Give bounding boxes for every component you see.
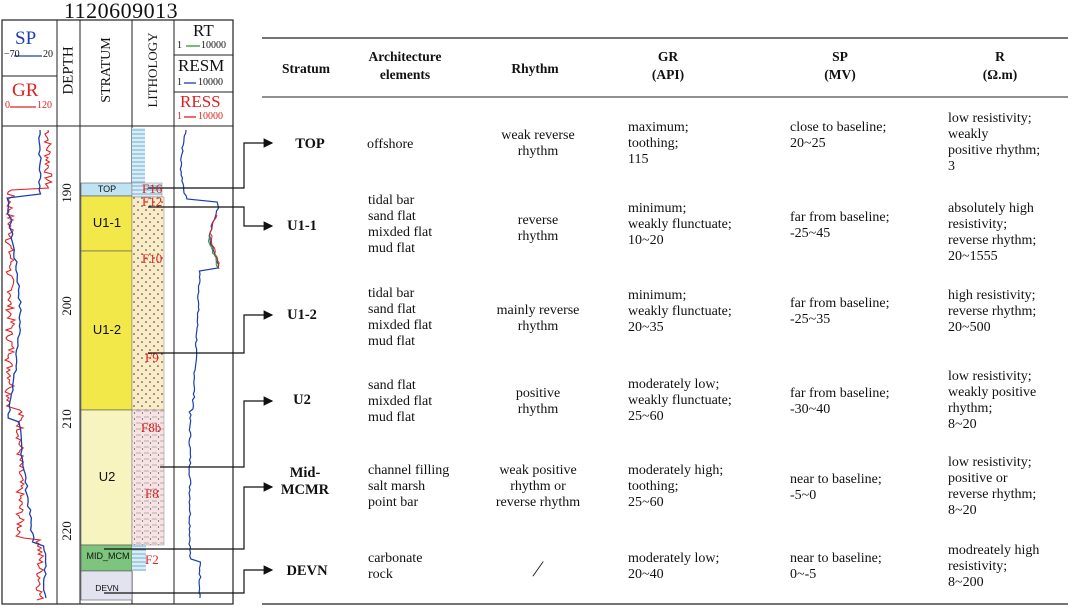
zone-label-u2: U2: [98, 469, 116, 484]
depth-tick-190: 190: [58, 183, 74, 203]
row-stratum-u1-2: U1-2: [287, 307, 317, 323]
row-rhythm: reverse rhythm: [517, 213, 559, 244]
resm-curve: [180, 130, 218, 598]
zone-label-devn: DEVN: [95, 583, 119, 593]
row-gr: minimum; weakly flunctuate; 20~35: [628, 288, 732, 335]
row-stratum-u2: U2: [293, 392, 311, 408]
fault-f8b: F8b: [141, 420, 162, 435]
depth-header: DEPTH: [60, 46, 77, 95]
row-gr: moderately high; toothing; 25~60: [628, 463, 724, 510]
row-r: low resistivity; positive or reverse rhythm; 8~20: [948, 455, 1037, 518]
row-architecture: offshore: [367, 137, 414, 152]
row-sp: close to baseline; 20~25: [790, 120, 887, 151]
row-architecture: tidal bar sand flat mixded flat mud flat: [368, 286, 433, 349]
fault-f10: F10: [142, 251, 163, 266]
row-gr: moderately low; weakly flunctuate; 25~60: [628, 377, 732, 424]
row-architecture: channel filling salt marsh point bar: [368, 463, 450, 510]
ress-min: 1: [177, 111, 182, 122]
row-sp: far from baseline; -25~35: [790, 296, 890, 327]
connector-u2: [160, 401, 272, 467]
row-stratum-devn: DEVN: [286, 563, 328, 579]
row-rhythm: weak reverse rhythm: [501, 128, 575, 159]
fault-f9: F9: [145, 350, 159, 365]
gr-max: 120: [37, 100, 52, 111]
gr-curve: [5, 130, 52, 600]
row-sp: near to baseline; 0~-5: [790, 551, 882, 582]
row-r: high resistivity; reverse rhythm; 20~500: [948, 288, 1037, 335]
header-gr: GR (API): [651, 49, 685, 82]
stratum-zones: [81, 183, 132, 600]
depth-tick-200: 200: [58, 296, 74, 316]
lithology-header: LITHOLOGY: [145, 32, 160, 108]
sp-curve: [7, 130, 46, 598]
connector-u1-2: [148, 315, 272, 353]
header-r: R (Ω.m): [982, 49, 1018, 82]
row-gr: maximum; toothing; 115: [628, 120, 689, 167]
header-architecture: Architecture elements: [368, 49, 442, 82]
gr-label: GR: [12, 80, 39, 101]
connector-top: [148, 143, 272, 188]
resm-min: 1: [177, 77, 182, 88]
row-sp: far from baseline; -30~40: [790, 386, 890, 417]
sp-min: −70: [4, 49, 20, 60]
row-stratum-top: TOP: [295, 136, 325, 152]
row-stratum-u1-1: U1-1: [287, 218, 317, 234]
row-rhythm-slash: /: [530, 556, 546, 581]
litho-shale: [132, 128, 145, 183]
row-r: absolutely high resistivity; reverse rhythm; 20~1555: [948, 201, 1037, 264]
sp-label: SP: [15, 28, 37, 49]
well-id: 1120609013: [64, 0, 179, 23]
zone-label-mid-mcm: MID_MCM: [86, 551, 130, 561]
row-architecture: sand flat mixded flat mud flat: [368, 378, 433, 425]
header-rhythm: Rhythm: [511, 61, 559, 76]
row-stratum-mid-mcmr: Mid- MCMR: [280, 465, 330, 498]
rt-min: 1: [177, 40, 182, 51]
row-gr: minimum; weakly flunctuate; 10~20: [628, 201, 732, 248]
connector-u1-1: [148, 207, 272, 226]
ress-max: 10000: [198, 111, 223, 122]
zone-label-u1-2: U1-2: [92, 322, 122, 337]
row-r: low resistivity; weakly positive rhythm; 3: [948, 111, 1041, 174]
row-r: low resistivity; weakly positive rhythm; 8~20: [948, 369, 1037, 432]
litho-sand: [132, 197, 164, 410]
row-sp: near to baseline; -5~0: [790, 472, 882, 503]
rt-label: RT: [193, 21, 214, 40]
fault-f8: F8: [145, 486, 159, 501]
row-rhythm: weak positive rhythm or reverse rhythm: [495, 463, 581, 510]
resm-max: 10000: [198, 77, 223, 88]
rt-max: 10000: [201, 40, 226, 51]
row-rhythm: mainly reverse rhythm: [496, 303, 580, 334]
gr-min: 0: [5, 100, 10, 111]
row-architecture: tidal bar sand flat mixded flat mud flat: [368, 193, 433, 256]
row-sp: far from baseline; -25~45: [790, 210, 890, 241]
depth-tick-220: 220: [58, 521, 74, 541]
row-r: modreately high resistivity; 8~200: [948, 543, 1040, 590]
depth-tick-210: 210: [58, 409, 74, 429]
fault-f16: F16: [142, 181, 163, 196]
header-sp: SP (MV): [824, 49, 856, 82]
zone-label-u1-1: U1-1: [92, 215, 122, 230]
resm-label: RESM: [178, 56, 225, 75]
header-stratum: Stratum: [282, 61, 330, 76]
sp-max: 20: [43, 49, 53, 60]
fault-f12: F12: [142, 194, 163, 209]
ress-label: RESS: [180, 92, 221, 111]
row-gr: moderately low; 20~40: [628, 551, 720, 582]
row-architecture: carbonate rock: [368, 551, 423, 582]
zone-label-top: TOP: [97, 184, 117, 194]
row-rhythm: positive rhythm: [515, 386, 561, 417]
stratum-header: STRATUM: [99, 37, 114, 103]
ress-curve: [210, 215, 219, 269]
fault-f2: F2: [145, 552, 159, 567]
